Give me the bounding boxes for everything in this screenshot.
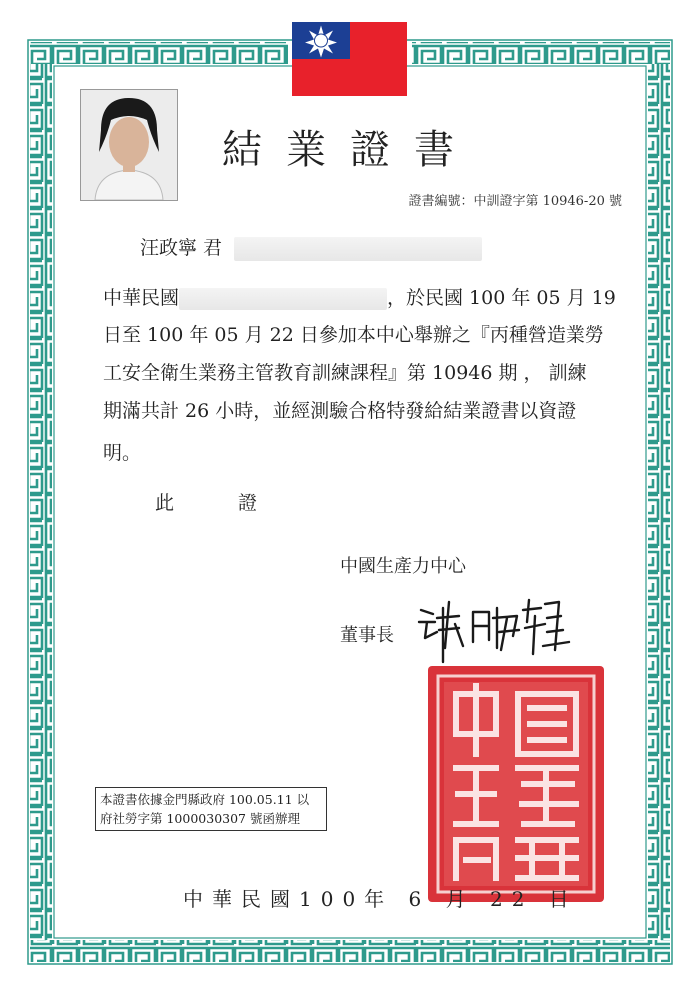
body-text: 中華民國 [103, 287, 180, 309]
redacted-block [179, 288, 387, 310]
border-right [648, 64, 670, 940]
portrait-photo [80, 89, 178, 201]
issue-date: 中華民國100年 6 月 22 日 [183, 887, 578, 911]
note-line: 本證書依據金門縣政府 100.05.11 以 [100, 792, 310, 807]
closing-right: 證 [238, 492, 258, 514]
border-bottom [30, 940, 670, 962]
body-line-5: 明。 [103, 442, 142, 464]
roc-flag-icon [292, 22, 407, 96]
body-line-2: 日至 100 年 05 月 22 日參加本中心舉辦之『丙種營造業勞 [103, 324, 604, 346]
certificate-number: 證書編號：中訓證字第 10946-20 號 [408, 194, 622, 209]
body-text: ，於民國 100 年 05 月 19 [387, 287, 616, 309]
closing-left: 此 [155, 492, 175, 514]
redacted-block [234, 237, 482, 261]
official-seal [426, 664, 606, 904]
border-top-right [412, 42, 670, 64]
legal-basis-note [95, 787, 327, 831]
body-line-3: 工安全衛生業務主管教育訓練課程』第 10946 期 ， 訓練 [103, 362, 587, 384]
border-left [30, 64, 52, 940]
border-top-left [30, 42, 288, 64]
chairman-label: 董事長 [340, 625, 394, 646]
note-line: 府社勞字第 1000030307 號函辦理 [100, 811, 300, 826]
handwritten-signature [415, 588, 575, 668]
body-line-4: 期滿共計 26 小時，並經測驗合格特發給結業證書以資證 [103, 400, 577, 422]
recipient-name: 汪政寧 君 [140, 237, 223, 259]
certificate-title: 結業證書 [222, 127, 478, 173]
recipient-line [140, 233, 482, 261]
body-line-1 [103, 283, 616, 310]
issuer-organization: 中國生產力中心 [340, 556, 466, 577]
